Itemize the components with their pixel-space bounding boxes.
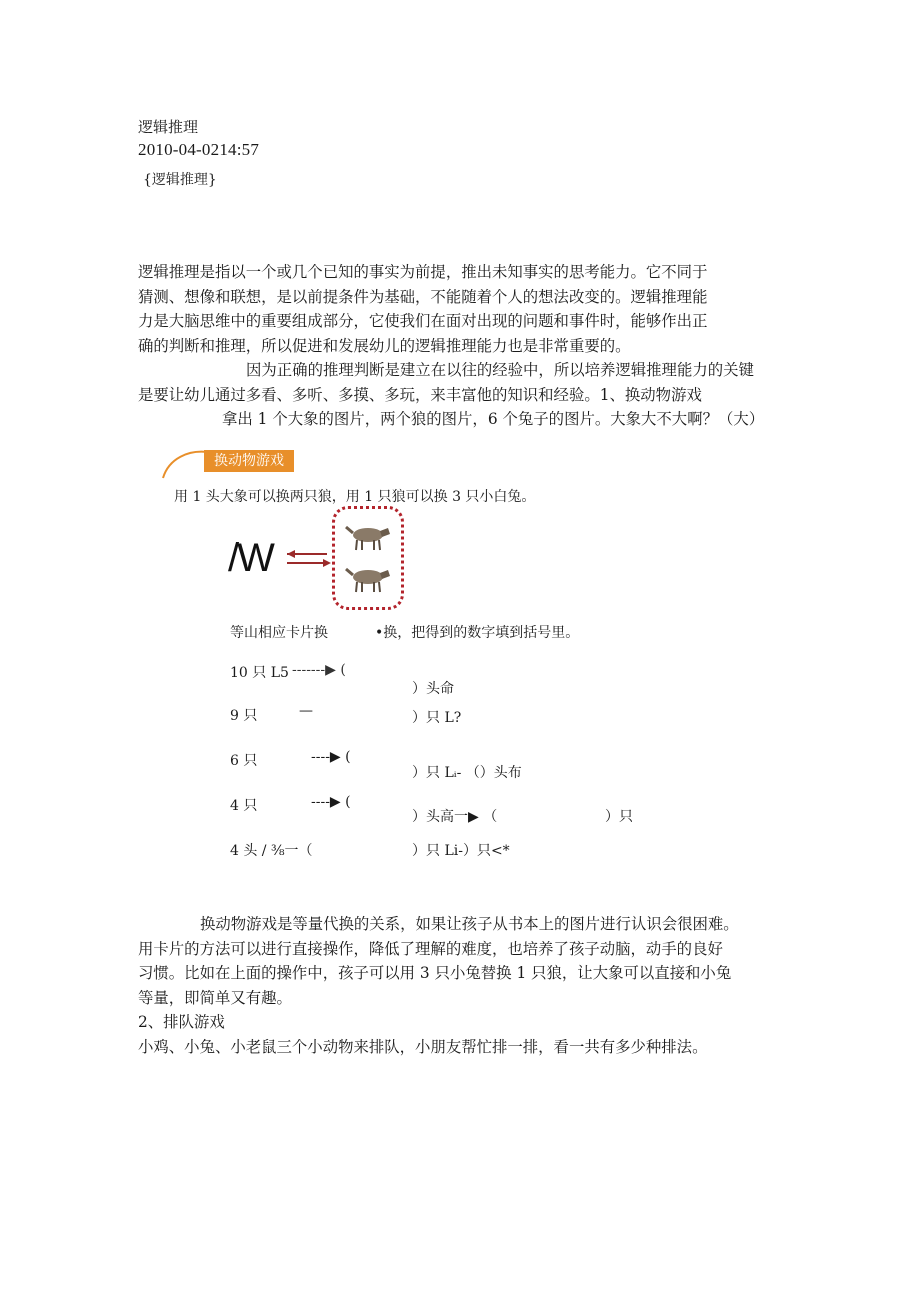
- wolf-card: [332, 506, 404, 610]
- exchange-row-right: ）头高一▶ （: [412, 809, 498, 825]
- instruction-left: 等山相应卡片换: [230, 625, 328, 641]
- category-tag[interactable]: {逻辑推理}: [143, 172, 217, 188]
- section2-body: 小鸡、小兔、小老鼠三个小动物来排队，小朋友帮忙排一排，看一共有多少种排法。: [138, 1037, 708, 1056]
- post-datetime: 2010-04-0214:57: [138, 140, 260, 159]
- intro-line: 拿出 1 个大象的图片，两个狼的图片，6 个兔子的图片。大象大不大啊？（大）: [222, 410, 765, 428]
- intro-line: 因为正确的推理判断是建立在以往的经验中，所以培养逻辑推理能力的关键: [246, 361, 754, 379]
- instruction-right: •换，把得到的数字填到括号里。: [375, 625, 580, 641]
- exchange-row-arrow: ----▶ (: [311, 749, 351, 765]
- exchange-row-right: ）只 Lᵢ- （）头布: [412, 765, 522, 781]
- intro-line: 力是大脑思维中的重要组成部分，它使我们在面对出现的问题和事件时，能够作出正: [138, 312, 708, 330]
- exchange-row-left: 4 头 / ⅜一（: [230, 843, 313, 859]
- summary-line: 换动物游戏是等量代换的关系，如果让孩子从书本上的图片进行认识会很困难。: [200, 915, 739, 933]
- exchange-arrows-icon: [283, 545, 333, 575]
- summary-line: 等量，即简单又有趣。: [138, 988, 292, 1007]
- exchange-row-arrow: -------▶ (: [292, 662, 346, 678]
- page-title: 逻辑推理: [138, 118, 199, 136]
- exchange-row-left: 10 只 L5: [230, 665, 289, 681]
- wolf-icon: [335, 509, 401, 607]
- figure-tab: [159, 440, 309, 480]
- exchange-row-right: ）只 L?: [412, 710, 462, 726]
- intro-paragraph: [138, 260, 798, 432]
- intro-line: 确的判断和推理，所以促进和发展幼儿的逻辑推理能力也是非常重要的。: [138, 336, 631, 355]
- exchange-row-arrow: ----▶ (: [311, 794, 351, 810]
- exchange-row-left: 6 只: [230, 753, 258, 769]
- exchange-row-right: ）只 Li-）只<*: [412, 843, 510, 859]
- exchange-row-arrow: —: [299, 703, 313, 719]
- elephant-glyph: /W: [228, 536, 273, 580]
- summary-line: 习惯。比如在上面的操作中，孩子可以用 3 只小兔替换 1 只狼，让大象可以直接和小兔: [138, 964, 732, 982]
- figure-caption: 用 1 头大象可以换两只狼，用 1 只狼可以换 3 只小白兔。: [174, 489, 536, 505]
- exchange-row-left: 4 只: [230, 798, 258, 814]
- intro-line: 逻辑推理是指以一个或几个已知的事实为前提，推出未知事实的思考能力。它不同于: [138, 263, 708, 281]
- exchange-row-right: ）头命: [412, 681, 454, 697]
- intro-line: 猜测、想像和联想，是以前提条件为基础，不能随着个人的想法改变的。逻辑推理能: [138, 287, 708, 306]
- summary-paragraph: [138, 912, 798, 1059]
- exchange-row-left: 9 只: [230, 708, 258, 724]
- section2-heading: 2、排队游戏: [138, 1013, 225, 1031]
- intro-line: 是要让幼儿通过多看、多听、多摸、多玩，来丰富他的知识和经验。1、换动物游戏: [138, 385, 702, 404]
- exchange-row-right2: ）只: [605, 809, 633, 825]
- summary-line: 用卡片的方法可以进行直接操作，降低了理解的难度，也培养了孩子动脑，动手的良好: [138, 939, 723, 958]
- figure-tab-label: 换动物游戏: [204, 450, 294, 472]
